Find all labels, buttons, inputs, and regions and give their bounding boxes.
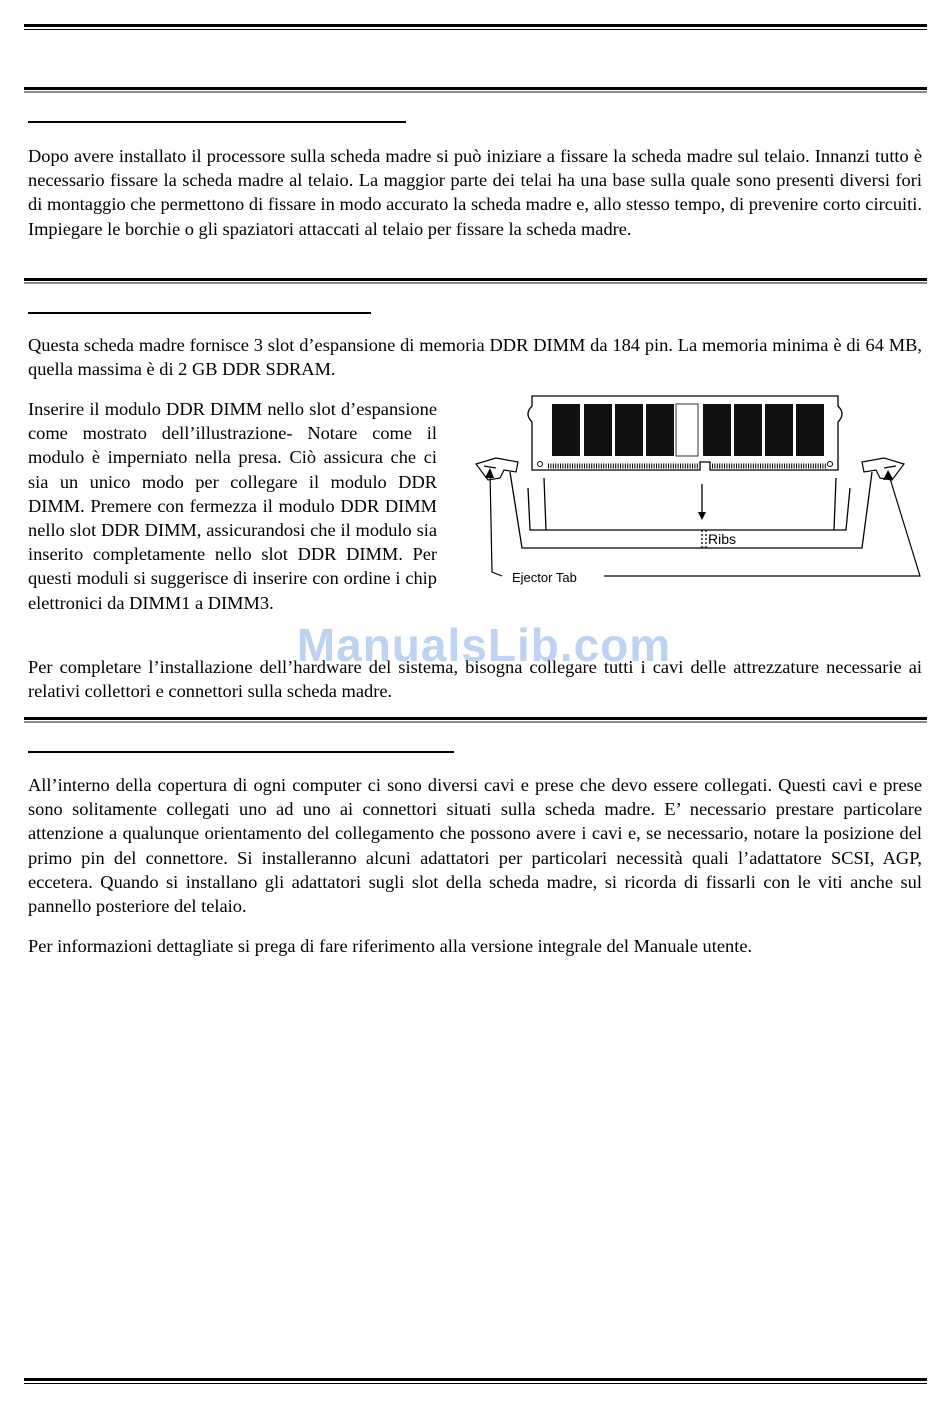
watermark: ManualsLib.com (296, 619, 672, 671)
ribs-label: Ribs (708, 531, 737, 547)
right-callout-line (604, 472, 920, 576)
section-2-paragraph-1: Questa scheda madre fornisce 3 slot d’espansione di memoria DDR DIMM da 184 pin. La memoria minima è di 64 MB, quella massima è di 2 GB DDR SDRAM. (28, 335, 922, 380)
left-ejector-tab (476, 458, 518, 480)
section-1-heading-underline (28, 121, 406, 123)
section-1-paragraph-1: Dopo avere installato il processore sulla scheda madre si può iniziare a fissare la scheda madre sul telaio. Innanzi tutto è necessario fissare la scheda madre al telaio. La maggior parte dei telai ha una base sulla quale sono presenti diversi fori di montaggio che permettono di fissare in modo accurato la scheda madre e, allo stesso tempo, di prevenire corto circuiti. Impiegare le borchie o gli spaziatori attaccati al telaio per fissare la scheda madre. (28, 146, 922, 239)
dimm-installation-diagram (470, 392, 930, 592)
section-2-heading-underline (28, 312, 371, 314)
dimm-module (528, 396, 842, 470)
section-3-top-rule (24, 717, 927, 723)
right-ejector-tab (862, 458, 904, 480)
bottom-rule (24, 1378, 927, 1384)
dimm-slot (510, 472, 872, 548)
section-3-paragraph-1: All’interno della copertura di ogni computer ci sono diversi cavi e prese che devo essere collegati. Questi cavi e prese sono solitamente collegati uno ad uno ai connettori situati sulla scheda madre. E’ necessario prestare particolare attenzione a qualunque orientamento del collegamento che possono avere i cavi e, se necessario, notare la posizione del primo pin del connettore. Si installeranno alcuni adattatori per particolari necessità quali l’adattatore SCSI, AGP, eccetera. Quando si installano gli adattatori sugli slot della scheda madre, si ricorda di fissarli con le viti anche sul pannello posteriore del telaio. (28, 775, 922, 917)
section-2-paragraph-2: Inserire il modulo DDR DIMM nello slot d’espansione come mostrato dell’illustrazione- Notare come il modulo è imperniato nella presa. Ciò assicura che ci sia un unico modo per collegare il modulo DDR DIMM. Premere con fermezza il modulo DDR DIMM nello slot DDR DIMM, assicurandosi che il modulo sia inserito completamente nello slot DDR DIMM. Per questi moduli si suggerisce di inserire con ordine i chip elettronici da DIMM1 a DIMM3. (28, 399, 437, 613)
section-2-paragraph-3: Per completare l’installazione dell’hardware del sistema, bisogna collegare tutti i cavi delle attrezzature necessarie ai relativi collettori e connettori sulla scheda madre. (28, 657, 922, 702)
section-1-top-rule (24, 87, 927, 93)
section-2-top-rule (24, 278, 927, 284)
section-3-paragraph-2: Per informazioni dettagliate si prega di fare riferimento alla versione integrale del Manuale utente. (28, 936, 753, 956)
memory-chips (552, 404, 824, 456)
arrow-head-icon (698, 512, 706, 520)
top-rule (24, 24, 927, 30)
section-3-heading-underline (28, 751, 454, 753)
ejector-tab-label: Ejector Tab (512, 570, 577, 585)
left-callout-line (490, 472, 502, 576)
